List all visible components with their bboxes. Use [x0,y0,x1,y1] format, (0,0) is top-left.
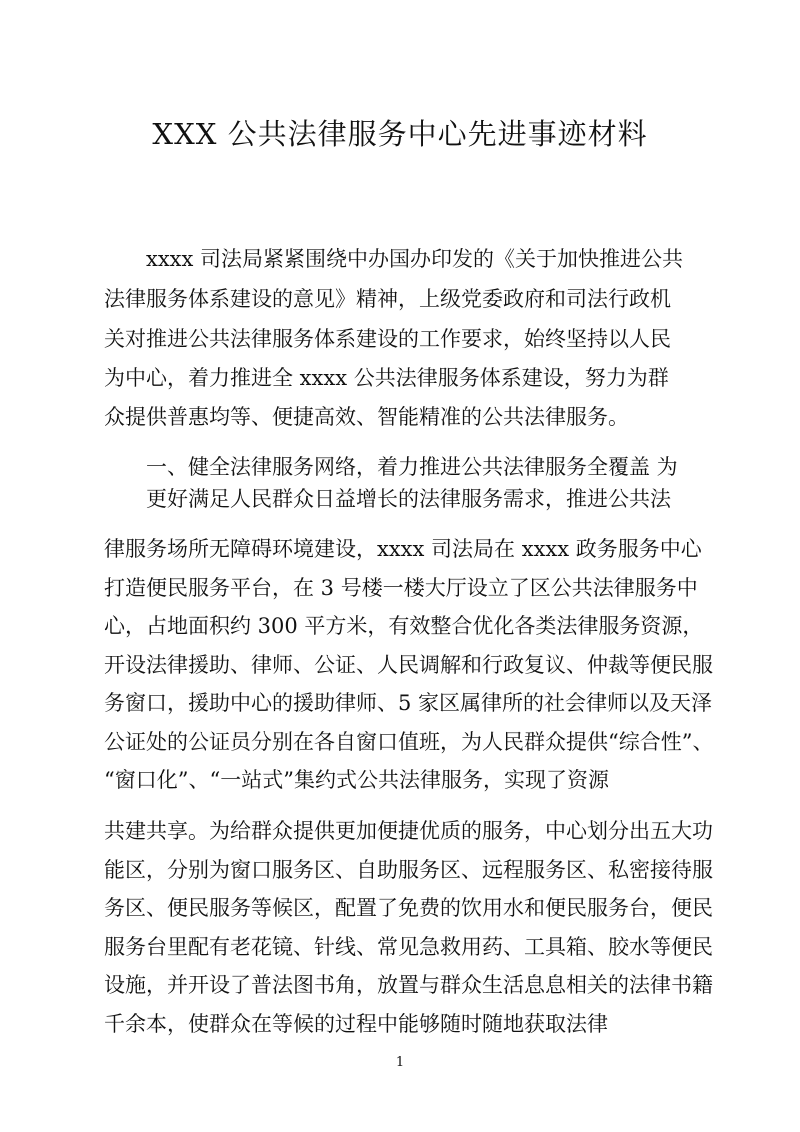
paragraph-3-line: 千余本，使群众在等候的过程中能够随时随地获取法律 [104,1012,608,1036]
paragraph-3-line: 共建共享。为给群众提供更加便捷优质的服务，中心划分出五大功 [104,819,713,843]
paragraph-1-line: 众提供普惠均等、便捷高效、智能精准的公共法律服务。 [104,405,629,429]
paragraph-2-line: 打造便民服务平台，在 3 号楼一楼大厅设立了区公共法律服务中 [104,576,698,600]
paragraph-1-line: 法律服务体系建设的意见》精神，上级党委政府和司法行政机 [104,287,671,311]
paragraph-3-line: 设施，并开设了普法图书角，放置与群众生活息息相关的法律书籍 [104,973,713,997]
section-heading-line: 一、健全法律服务网络，着力推进公共法律服务全覆盖 为 [146,455,678,479]
paragraph-3-line: 服务台里配有老花镜、针线、常见急救用药、工具箱、胶水等便民 [104,935,713,959]
document-title: XXX 公共法律服务中心先进事迹材料 [152,117,648,151]
paragraph-2-line: 务窗口，援助中心的援助律师、5 家区属律所的社会律师以及天泽 [104,691,713,715]
paragraph-2-line: 公证处的公证员分别在各自窗口值班，为人民群众提供“综合性”、 [104,730,714,754]
paragraph-2-line: 律服务场所无障碍环境建设，xxxx 司法局在 xxxx 政务服务中心 [104,537,702,561]
paragraph-2-line: 心，占地面积约 300 平方米，有效整合优化各类法律服务资源， [104,614,704,638]
paragraph-1-line: 为中心，着力推进全 xxxx 公共法律服务体系建设，努力为群 [104,366,669,390]
paragraph-1-line: xxxx 司法局紧紧围绕中办国办印发的《关于加快推进公共 [146,247,684,271]
section-heading-line: 更好满足人民群众日益增长的法律服务需求，推进公共法 [146,487,671,511]
paragraph-3-line: 务区、便民服务等候区，配置了免费的饮用水和便民服务台，便民 [104,896,713,920]
paragraph-3-line: 能区，分别为窗口服务区、自助服务区、远程服务区、私密接待服 [104,858,713,882]
paragraph-2-line: “窗口化”、“一站式”集约式公共法律服务，实现了资源 [104,768,609,792]
paragraph-2-line: 开设法律援助、律师、公证、人民调解和行政复议、仲裁等便民服 [104,653,713,677]
page-number: 1 [395,1055,405,1070]
paragraph-1-line: 关对推进公共法律服务体系建设的工作要求，始终坚持以人民 [104,327,671,351]
